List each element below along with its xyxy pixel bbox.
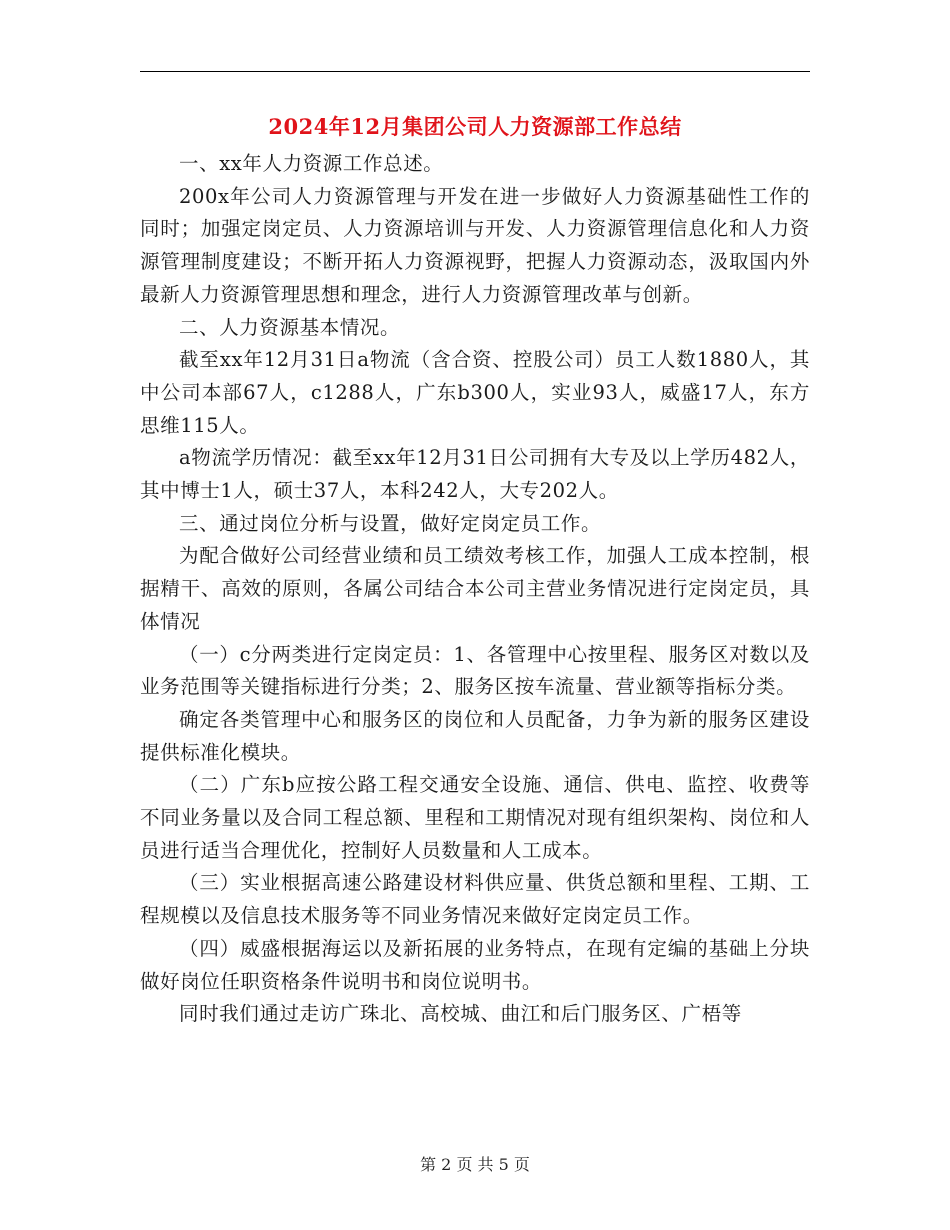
paragraph: a物流学历情况：截至xx年12月31日公司拥有大专及以上学历482人，其中博士1人，硕士37人，本科242人，大专202人。 — [140, 446, 810, 503]
paragraph: 确定各类管理中心和服务区的岗位和人员配备，力争为新的服务区建设提供标准化模块。 — [140, 707, 810, 764]
paragraph: 200x年公司人力资源管理与开发在进一步做好人力资源基础性工作的同时；加强定岗定员、人力资源培训与开发、人力资源管理信息化和人力资源管理制度建设；不断开拓人力资源视野，把握人力资源动态，汲取国内外最新人力资源管理思想和理念，进行人力资源管理改革与创新。 — [140, 184, 810, 306]
paragraph: （一）c分两类进行定岗定员：1、各管理中心按里程、服务区对数以及业务范围等关键指标进行分类；2、服务区按车流量、营业额等指标分类。 — [140, 642, 810, 699]
paragraph: （四）威盛根据海运以及新拓展的业务特点，在现有定编的基础上分块做好岗位任职资格条件说明书和岗位说明书。 — [140, 936, 810, 993]
paragraph: 二、人力资源基本情况。 — [179, 315, 401, 339]
document-title: 2024年12月集团公司人力资源部工作总结 — [268, 114, 682, 139]
paragraph: 三、通过岗位分析与设置，做好定岗定员工作。 — [179, 511, 602, 535]
paragraph: 为配合做好公司经营业绩和员工绩效考核工作，加强人工成本控制，根据精干、高效的原则，各属公司结合本公司主营业务情况进行定岗定员，具体情况 — [140, 544, 810, 633]
header-rule — [140, 71, 810, 72]
paragraph: （二）广东b应按公路工程交通安全设施、通信、供电、监控、收费等不同业务量以及合同工程总额、里程和工期情况对现有组织架构、岗位和人员进行适当合理优化，控制好人员数量和人工成本。 — [140, 773, 810, 862]
paragraph: 截至xx年12月31日a物流（含合资、控股公司）员工人数1880人，其中公司本部67人，c1288人，广东b300人，实业93人，威盛17人，东方思维115人。 — [140, 348, 810, 437]
paragraph: 同时我们通过走访广珠北、高校城、曲江和后门服务区、广梧等 — [179, 1002, 742, 1026]
paragraph: 一、xx年人力资源工作总述。 — [179, 152, 444, 175]
document-body — [140, 148, 810, 1031]
page-number-footer: 第 2 页 共 5 页 — [420, 1155, 530, 1174]
paragraph: （三）实业根据高速公路建设材料供应量、供货总额和里程、工期、工程规模以及信息技术服务等不同业务情况来做好定岗定员工作。 — [140, 871, 810, 928]
